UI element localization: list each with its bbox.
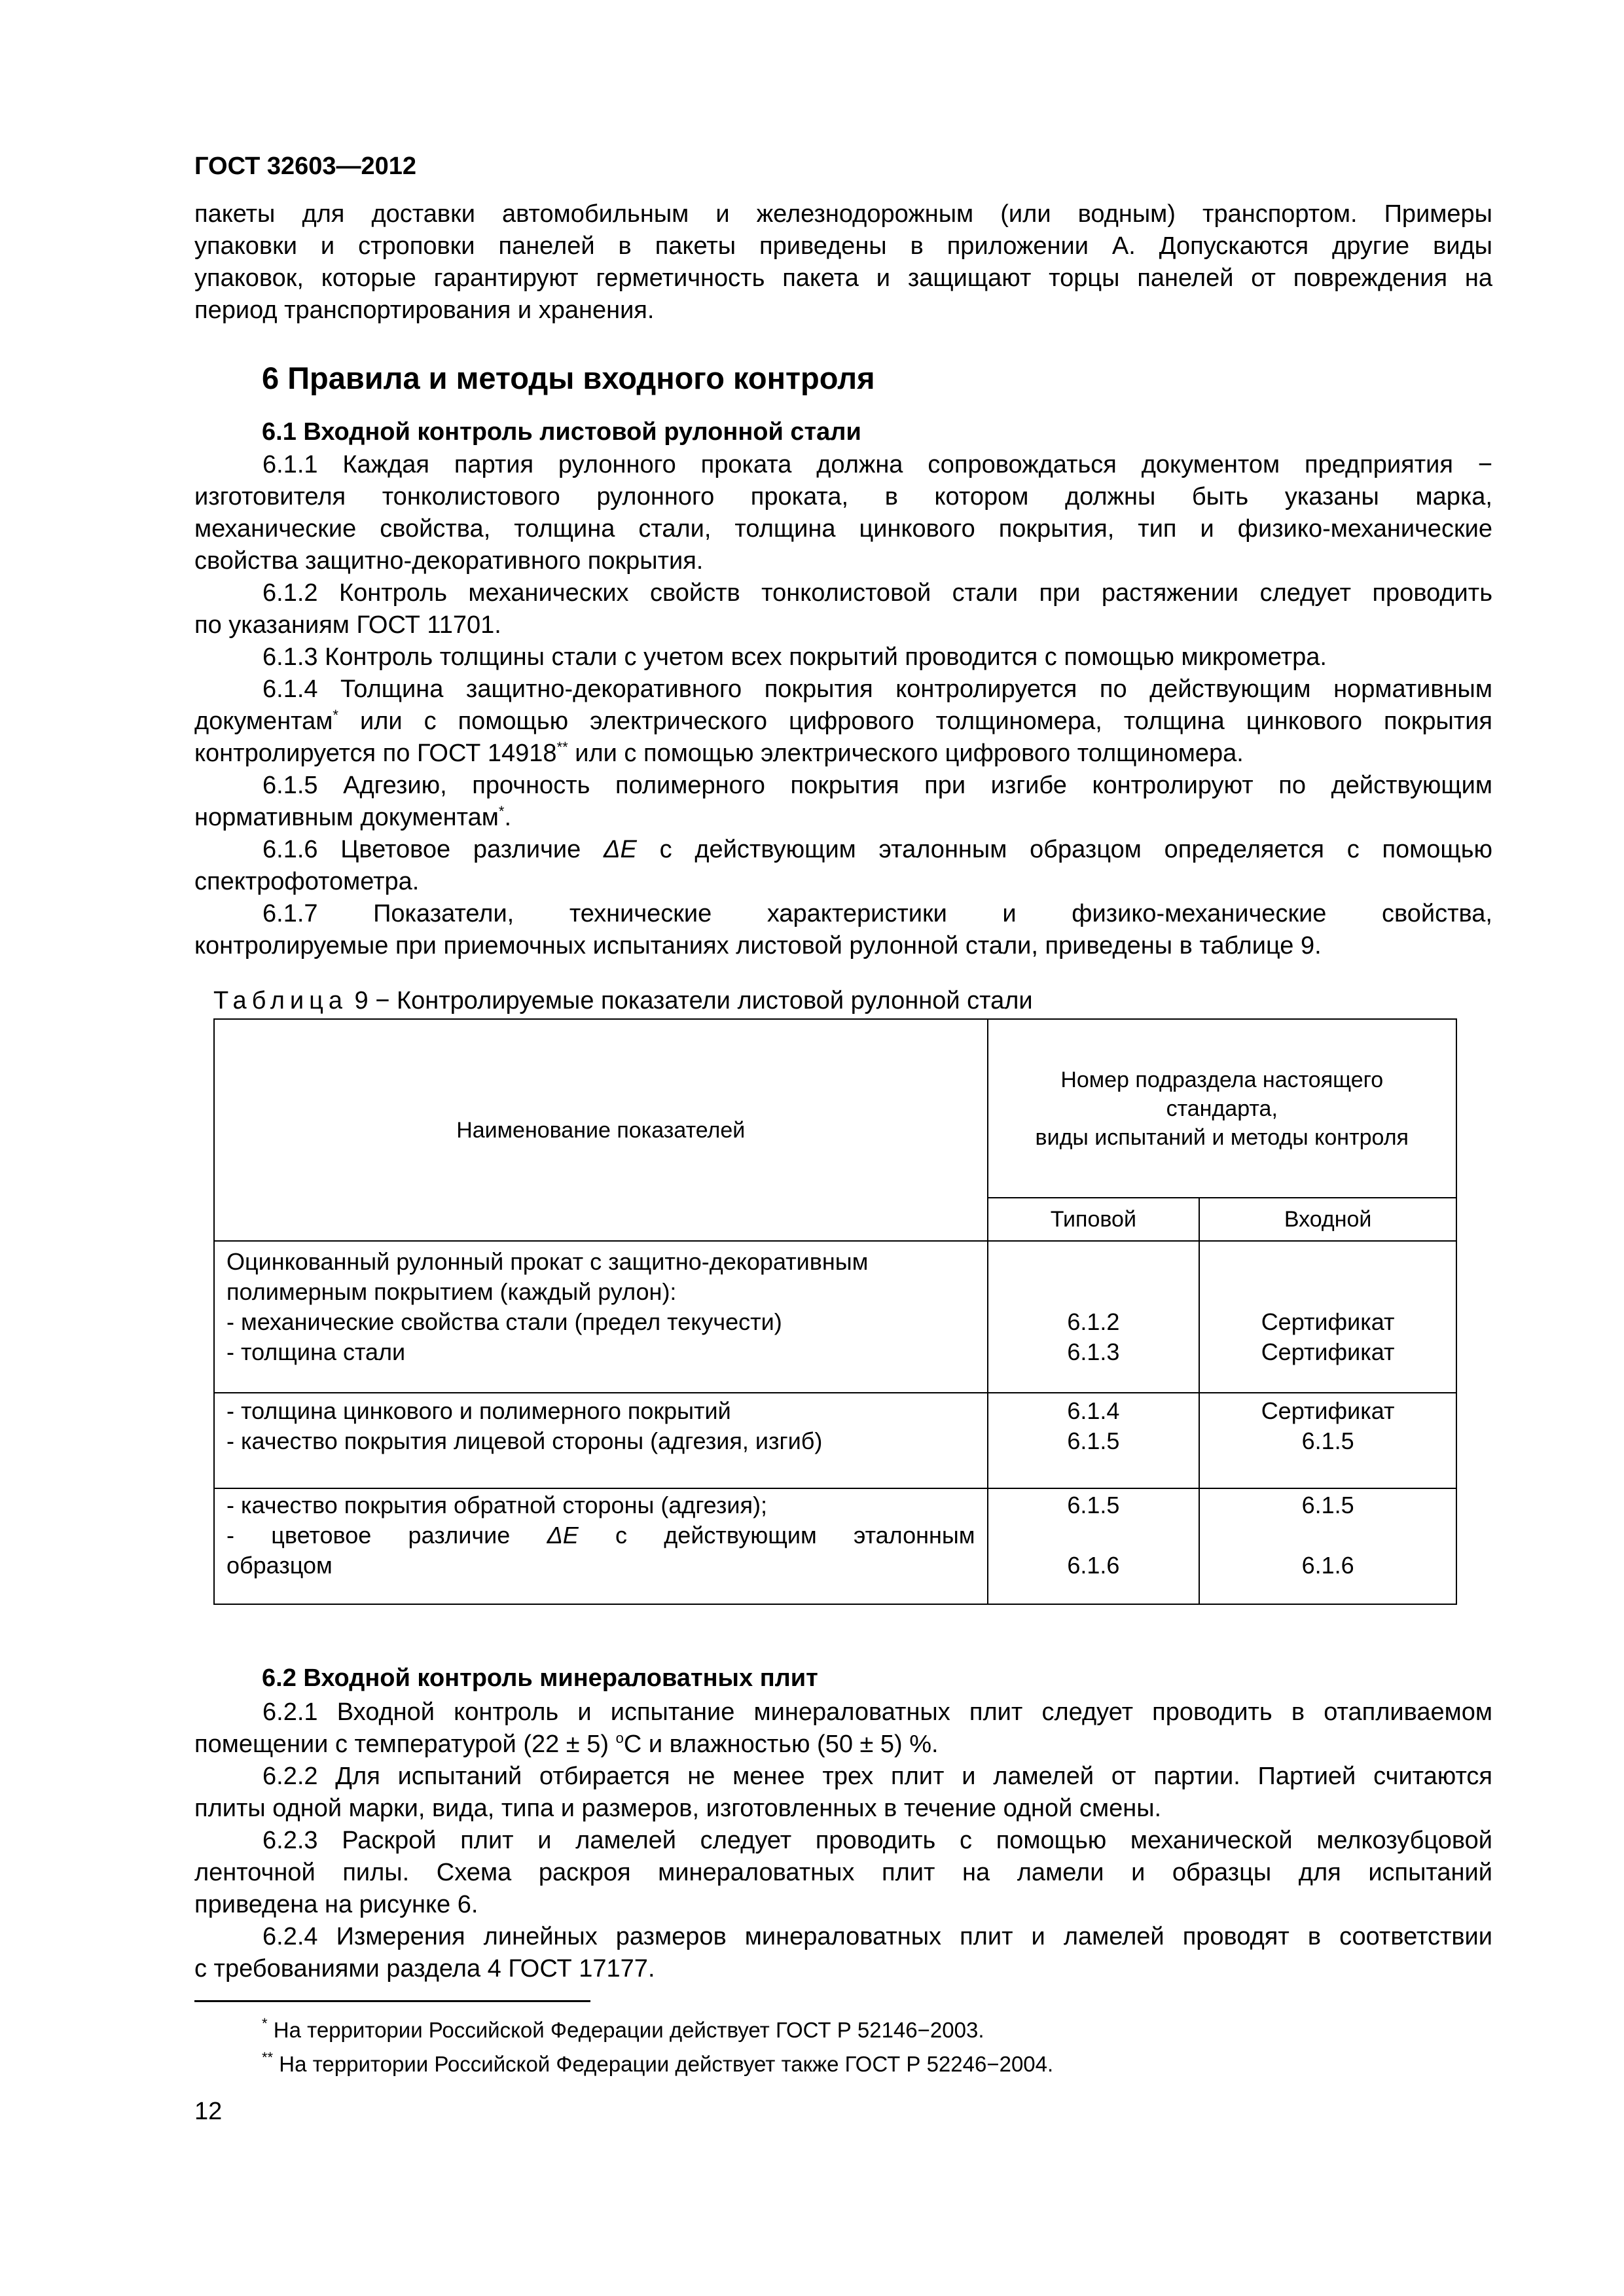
col-header-type: Типовой <box>988 1198 1200 1241</box>
footnote-ref: * <box>498 803 505 819</box>
table-row <box>214 1241 1456 1393</box>
p-6-1-4-line-2: документам* или с помощью электрического цифрового толщиномера, толщина цинкового покрытия <box>194 707 1492 735</box>
p-6-1-1-line-3: механические свойства, толщина стали, толщина цинкового покрытия, тип и физико-механические <box>194 515 1492 543</box>
p-6-2-2-line-1: 6.2.2 Для испытаний отбирается не менее трех плит и ламелей от партии. Партией считаются <box>262 1763 1492 1790</box>
p-6-1-5-line-2: нормативным документам*. <box>194 803 512 831</box>
p-6-2-3-line-1: 6.2.3 Раскрой плит и ламелей следует проводить с помощью механической мелкозубцовой <box>262 1827 1492 1854</box>
footnote-2: ** На территории Российской Федерации действует также ГОСТ Р 52246−2004. <box>262 2049 1054 2076</box>
col-header-indicator: Наименование показателей <box>214 1019 988 1241</box>
footnote-divider <box>194 2000 590 2002</box>
intro-line-4: период транспортирования и хранения. <box>194 296 655 324</box>
footnote-ref: ** <box>556 739 568 755</box>
page-number: 12 <box>194 2098 223 2125</box>
table-9 <box>213 1018 1457 1605</box>
col-header-incoming: Входной <box>1199 1198 1456 1241</box>
intro-line-3: упаковок, которые гарантируют герметичность пакета и защищают торцы панелей от повреждения на <box>194 264 1492 292</box>
row-3-incoming: 6.1.5 6.1.6 <box>1199 1488 1456 1604</box>
intro-paragraph <box>194 198 1492 327</box>
table-row <box>214 1488 1456 1604</box>
p-6-1-2-line-1: 6.1.2 Контроль механических свойств тонколистовой стали при растяжении следует проводить <box>262 579 1492 607</box>
p-6-2-3-line-3: приведена на рисунке 6. <box>194 1891 478 1918</box>
p-6-2-4-line-2: с требованиями раздела 4 ГОСТ 17177. <box>194 1955 655 1982</box>
p-6-1-6-line-1: 6.1.6 Цветовое различие ΔE с действующим эталонным образцом определяется с помощью <box>262 836 1492 863</box>
row-1-incoming: Сертификат Сертификат <box>1199 1241 1456 1393</box>
intro-line-2: упаковки и строповки панелей в пакеты приведены в приложении А. Допускаются другие виды <box>194 232 1492 260</box>
p-6-1-4-line-1: 6.1.4 Толщина защитно-декоративного покрытия контролируется по действующим нормативным <box>262 675 1492 703</box>
section-6-title: 6 Правила и методы входного контроля <box>262 361 875 395</box>
row-2-incoming: Сертификат 6.1.5 <box>1199 1393 1456 1488</box>
table-row <box>214 1393 1456 1488</box>
p-6-1-7-line-2: контролируемые при приемочных испытаниях листовой рулонной стали, приведены в таблице 9. <box>194 932 1322 960</box>
document-code: ГОСТ 32603—2012 <box>194 152 417 180</box>
row-1-type: 6.1.2 6.1.3 <box>988 1241 1200 1393</box>
section-6-1-body <box>194 449 1492 962</box>
p-6-1-1-line-2: изготовителя тонколистового рулонного проката, в котором должны быть указаны марка, <box>194 483 1492 511</box>
footnote-ref: * <box>333 707 338 723</box>
row-2-indicators: - толщина цинкового и полимерного покрытий - качество покрытия лицевой стороны (адгезия, изгиб) <box>214 1393 988 1488</box>
p-6-1-6-line-2: спектрофотометра. <box>194 868 420 895</box>
section-6-2-body <box>194 1696 1492 1985</box>
p-6-1-5-line-1: 6.1.5 Адгезию, прочность полимерного покрытия при изгибе контролируют по действующим <box>262 772 1492 799</box>
p-6-2-1-line-2: помещении с температурой (22 ± 5) $^о$С и влажностью (50 ± 5) %. <box>194 1730 939 1758</box>
p-6-2-3-line-2: ленточной пилы. Схема раскроя минераловатных плит на ламели и образцы для испытаний <box>194 1859 1492 1886</box>
subsection-6-2-title: 6.2 Входной контроль минераловатных плит <box>262 1664 818 1692</box>
p-6-1-1-line-1: 6.1.1 Каждая партия рулонного проката должна сопровождаться документом предприятия − <box>262 451 1492 478</box>
p-6-2-4-line-1: 6.2.4 Измерения линейных размеров минераловатных плит и ламелей проводят в соответствии <box>262 1923 1492 1950</box>
p-6-2-1-line-1: 6.2.1 Входной контроль и испытание минераловатных плит следует проводить в отапливаемом <box>262 1698 1492 1726</box>
row-3-type: 6.1.5 6.1.6 <box>988 1488 1200 1604</box>
p-6-1-1-line-4: свойства защитно-декоративного покрытия. <box>194 547 704 575</box>
p-6-1-4-line-3: контролируется по ГОСТ 14918** или с помощью электрического цифрового толщиномера. <box>194 739 1244 767</box>
col-group-header: Номер подраздела настоящего стандарта, виды испытаний и методы контроля <box>988 1019 1457 1198</box>
p-6-1-3: 6.1.3 Контроль толщины стали с учетом всех покрытий проводится с помощью микрометра. <box>262 643 1327 671</box>
intro-line-1: пакеты для доставки автомобильным и железнодорожным (или водным) транспортом. Примеры <box>194 200 1492 228</box>
row-3-indicators: - качество покрытия обратной стороны (адгезия); - цветовое различие ΔE с действующим эталонным образцом <box>214 1488 988 1604</box>
p-6-1-7-line-1: 6.1.7 Показатели, технические характеристики и физико-механические свойства, <box>262 900 1492 927</box>
p-6-2-2-line-2: плиты одной марки, вида, типа и размеров, изготовленных в течение одной смены. <box>194 1795 1162 1822</box>
table-9-caption: Таблица 9 − Контролируемые показатели листовой рулонной стали <box>213 987 1033 1014</box>
p-6-1-2-line-2: по указаниям ГОСТ 11701. <box>194 611 501 639</box>
footnote-1: * На территории Российской Федерации действует ГОСТ Р 52146−2003. <box>262 2015 984 2042</box>
row-1-indicators: Оцинкованный рулонный прокат с защитно-декоративным полимерным покрытием (каждый рулон): - механические свойства стали (предел текучести) - толщина стали <box>214 1241 988 1393</box>
subsection-6-1-title: 6.1 Входной контроль листовой рулонной стали <box>262 418 861 446</box>
row-2-type: 6.1.4 6.1.5 <box>988 1393 1200 1488</box>
